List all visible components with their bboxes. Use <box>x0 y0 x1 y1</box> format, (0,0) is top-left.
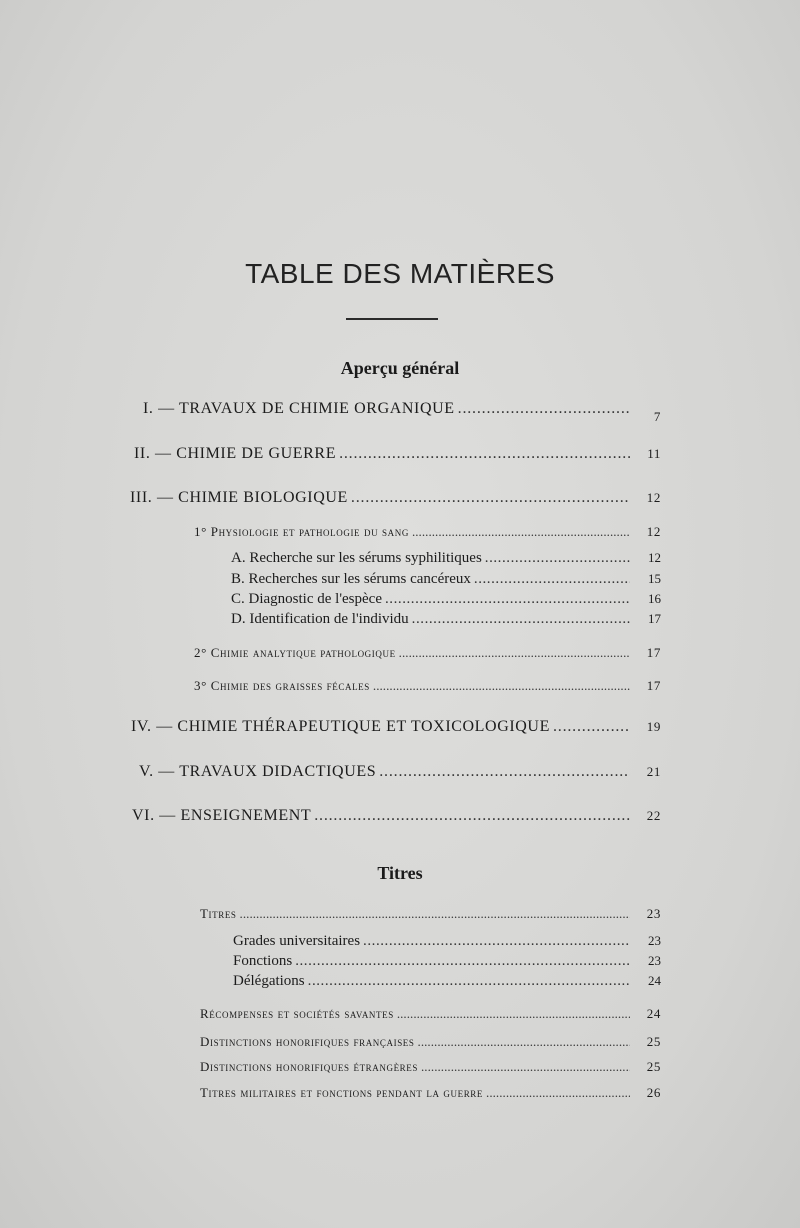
toc-entry-page: 17 <box>646 645 661 660</box>
toc-subsubentry-a <box>231 550 661 567</box>
toc-entry-page: 12 <box>646 490 661 505</box>
dot-leader <box>379 763 630 781</box>
toc-entry-label: A. Recherche sur les sérums syphilitiques <box>231 550 482 566</box>
dot-leader <box>553 718 630 736</box>
dot-leader <box>314 807 630 825</box>
page-title: TABLE DES MATIÈRES <box>245 258 555 289</box>
dot-leader <box>351 489 630 507</box>
toc-subentry-3 <box>194 678 661 694</box>
dot-leader <box>397 1006 630 1022</box>
dot-leader <box>485 550 630 567</box>
toc-entry-page: 7 <box>653 409 661 424</box>
toc-entry-page: 26 <box>646 1085 661 1100</box>
dot-leader <box>412 611 630 628</box>
toc-titres-entry-2 <box>200 1006 661 1022</box>
toc-entry-label: 2° Chimie analytique pathologique <box>194 645 396 660</box>
toc-entry-label: Titres <box>200 906 237 921</box>
title-rule <box>346 318 438 320</box>
toc-entry-label: Grades universitaires <box>233 933 361 949</box>
toc-entry-page: 21 <box>646 764 661 779</box>
toc-entry-page: 12 <box>648 550 661 565</box>
toc-entry-page: 15 <box>648 571 661 586</box>
toc-entry-label: I. — TRAVAUX DE CHIMIE ORGANIQUE <box>143 400 455 417</box>
toc-entry-page: 11 <box>647 446 661 461</box>
section-heading-apercu: Aperçu général <box>340 358 460 378</box>
toc-entry-2 <box>134 445 661 463</box>
toc-entry-label: 3° Chimie des graisses fécales <box>194 678 370 693</box>
toc-entry-page: 23 <box>648 953 661 968</box>
toc-entry-label: Récompenses et sociétés savantes <box>200 1006 394 1021</box>
toc-entry-label: Titres militaires et fonctions pendant la guerre <box>200 1085 484 1100</box>
dot-leader <box>385 591 630 608</box>
toc-titres-subentry-3 <box>233 973 661 990</box>
toc-entry-label: II. — CHIMIE DE GUERRE <box>134 445 337 462</box>
toc-entry-page: 24 <box>648 973 661 988</box>
toc-entry-page: 16 <box>648 591 661 606</box>
toc-titres-subentry-2 <box>233 953 661 970</box>
dot-leader <box>363 933 630 950</box>
dot-leader <box>339 445 630 463</box>
dot-leader <box>240 906 630 922</box>
toc-subentry-1 <box>194 524 661 540</box>
toc-entry-page: 24 <box>646 1006 661 1021</box>
toc-entry-3 <box>130 489 661 507</box>
dot-leader <box>418 1034 630 1050</box>
dot-leader <box>295 953 630 970</box>
toc-entry-page: 17 <box>646 678 661 693</box>
toc-entry-label: Distinctions honorifiques françaises <box>200 1034 415 1049</box>
toc-subsubentry-d <box>231 611 661 628</box>
toc-titres-entry-4 <box>200 1059 661 1075</box>
toc-entry-label: III. — CHIMIE BIOLOGIQUE <box>130 489 348 506</box>
toc-entry-page: 25 <box>646 1034 661 1049</box>
toc-subsubentry-c <box>231 591 661 608</box>
dot-leader <box>474 571 630 588</box>
toc-subsubentry-b <box>231 571 661 588</box>
toc-entry-page: 23 <box>648 933 661 948</box>
toc-entry-label: IV. — CHIMIE THÉRAPEUTIQUE ET TOXICOLOGIQUE <box>131 718 550 735</box>
toc-entry-label: VI. — ENSEIGNEMENT <box>132 807 312 824</box>
toc-titres-entry-3 <box>200 1034 661 1050</box>
toc-entry-label: 1° Physiologie et pathologie du sang <box>194 524 409 539</box>
toc-titres-subentry-1 <box>233 933 661 950</box>
toc-entry-page: 25 <box>646 1059 661 1074</box>
dot-leader <box>458 400 630 418</box>
toc-entry-4 <box>131 718 661 736</box>
section-heading-titres: Titres <box>377 863 423 883</box>
toc-entry-page: 19 <box>646 719 661 734</box>
dot-leader <box>412 524 630 540</box>
toc-entry-label: V. — TRAVAUX DIDACTIQUES <box>139 763 377 780</box>
toc-titres-entry-1 <box>200 906 661 922</box>
toc-entry-label: Fonctions <box>233 953 293 969</box>
dot-leader <box>421 1059 630 1075</box>
toc-entry-label: C. Diagnostic de l'espèce <box>231 591 382 607</box>
toc-entry-label: D. Identification de l'individu <box>231 611 409 627</box>
toc-entry-page: 17 <box>648 611 661 626</box>
toc-entry-page: 12 <box>646 524 661 539</box>
toc-titres-entry-5 <box>200 1085 661 1101</box>
toc-entry-label: Délégations <box>233 973 305 989</box>
dot-leader <box>308 973 630 990</box>
toc-entry-1 <box>143 400 661 424</box>
dot-leader <box>373 678 630 694</box>
dot-leader <box>399 645 630 661</box>
toc-entry-5 <box>139 763 661 781</box>
toc-entry-label: Distinctions honorifiques étrangères <box>200 1059 418 1074</box>
dot-leader <box>486 1085 630 1101</box>
toc-entry-6 <box>132 807 661 825</box>
toc-entry-page: 23 <box>646 906 661 921</box>
toc-entry-label: B. Recherches sur les sérums cancéreux <box>231 571 471 587</box>
toc-subentry-2 <box>194 645 661 661</box>
toc-entry-page: 22 <box>646 808 661 823</box>
